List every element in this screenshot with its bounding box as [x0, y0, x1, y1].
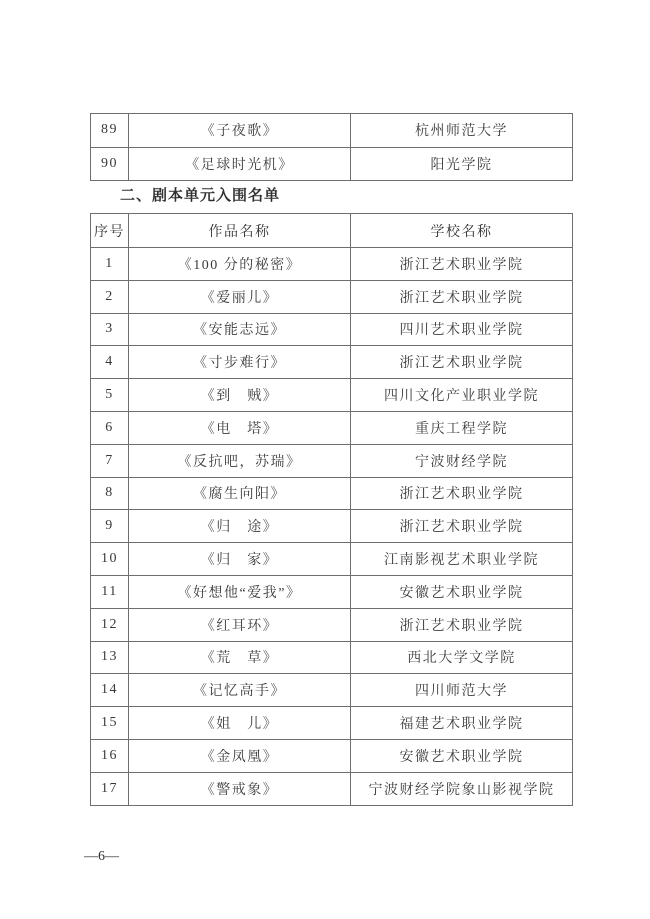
- header-cell-work-title: 作品名称: [129, 214, 351, 248]
- work-title-cell: 《100 分的秘密》: [129, 248, 351, 281]
- row-number-cell: 89: [91, 114, 129, 148]
- school-name-cell: 宁波财经学院象山影视学院: [351, 772, 573, 805]
- table-row: [91, 739, 573, 772]
- table-row: [91, 444, 573, 477]
- table-row: [91, 313, 573, 346]
- row-number-cell: 7: [91, 444, 129, 477]
- table-row: [91, 346, 573, 379]
- table-row: [91, 707, 573, 740]
- school-name-cell: 四川文化产业职业学院: [351, 379, 573, 412]
- school-name-cell: 江南影视艺术职业学院: [351, 543, 573, 576]
- work-title-cell: 《警戒象》: [129, 772, 351, 805]
- work-title-cell: 《反抗吧，苏瑞》: [129, 444, 351, 477]
- row-number-cell: 4: [91, 346, 129, 379]
- row-number-cell: 12: [91, 608, 129, 641]
- work-title-cell: 《到 贼》: [129, 379, 351, 412]
- shortlist-table-body: [91, 248, 573, 806]
- work-title-cell: 《红耳环》: [129, 608, 351, 641]
- table-row: [91, 575, 573, 608]
- school-name-cell: 重庆工程学院: [351, 411, 573, 444]
- previous-section-table: [90, 113, 573, 181]
- table-row: [91, 674, 573, 707]
- work-title-cell: 《归 家》: [129, 543, 351, 576]
- work-title-cell: 《电 塔》: [129, 411, 351, 444]
- school-name-cell: 安徽艺术职业学院: [351, 575, 573, 608]
- row-number-cell: 16: [91, 739, 129, 772]
- table-row: [91, 147, 573, 181]
- row-number-cell: 10: [91, 543, 129, 576]
- school-name-cell: 浙江艺术职业学院: [351, 248, 573, 281]
- row-number-cell: 14: [91, 674, 129, 707]
- row-number-cell: 9: [91, 510, 129, 543]
- table-row: [91, 280, 573, 313]
- school-name-cell: 四川师范大学: [351, 674, 573, 707]
- table-row: [91, 608, 573, 641]
- work-title-cell: 《子夜歌》: [129, 114, 351, 148]
- row-number-cell: 11: [91, 575, 129, 608]
- work-title-cell: 《归 途》: [129, 510, 351, 543]
- work-title-cell: 《姐 儿》: [129, 707, 351, 740]
- work-title-cell: 《足球时光机》: [129, 147, 351, 181]
- school-name-cell: 安徽艺术职业学院: [351, 739, 573, 772]
- school-name-cell: 杭州师范大学: [351, 114, 573, 148]
- school-name-cell: 四川艺术职业学院: [351, 313, 573, 346]
- work-title-cell: 《安能志远》: [129, 313, 351, 346]
- row-number-cell: 3: [91, 313, 129, 346]
- row-number-cell: 15: [91, 707, 129, 740]
- row-number-cell: 13: [91, 641, 129, 674]
- section-heading: 二、剧本单元入围名单: [120, 188, 281, 204]
- table-row: [91, 510, 573, 543]
- page-number: —6—: [84, 849, 119, 864]
- school-name-cell: 浙江艺术职业学院: [351, 477, 573, 510]
- school-name-cell: 宁波财经学院: [351, 444, 573, 477]
- row-number-cell: 17: [91, 772, 129, 805]
- shortlist-table-header: [91, 214, 573, 248]
- school-name-cell: 浙江艺术职业学院: [351, 608, 573, 641]
- table-row: [91, 543, 573, 576]
- table-row: [91, 379, 573, 412]
- work-title-cell: 《金凤凰》: [129, 739, 351, 772]
- school-name-cell: 阳光学院: [351, 147, 573, 181]
- shortlist-table: [90, 213, 573, 806]
- header-row: [91, 214, 573, 248]
- previous-table-body: [91, 114, 573, 181]
- school-name-cell: 浙江艺术职业学院: [351, 510, 573, 543]
- work-title-cell: 《记忆高手》: [129, 674, 351, 707]
- work-title-cell: 《寸步难行》: [129, 346, 351, 379]
- row-number-cell: 8: [91, 477, 129, 510]
- row-number-cell: 2: [91, 280, 129, 313]
- row-number-cell: 5: [91, 379, 129, 412]
- table-row: [91, 248, 573, 281]
- table-row: [91, 641, 573, 674]
- header-cell-school-name: 学校名称: [351, 214, 573, 248]
- work-title-cell: 《腐生向阳》: [129, 477, 351, 510]
- header-cell-number: 序号: [91, 214, 129, 248]
- table-row: [91, 114, 573, 148]
- row-number-cell: 1: [91, 248, 129, 281]
- table-row: [91, 772, 573, 805]
- school-name-cell: 福建艺术职业学院: [351, 707, 573, 740]
- school-name-cell: 浙江艺术职业学院: [351, 346, 573, 379]
- work-title-cell: 《好想他“爱我”》: [129, 575, 351, 608]
- work-title-cell: 《荒 草》: [129, 641, 351, 674]
- work-title-cell: 《爱丽儿》: [129, 280, 351, 313]
- school-name-cell: 西北大学文学院: [351, 641, 573, 674]
- school-name-cell: 浙江艺术职业学院: [351, 280, 573, 313]
- row-number-cell: 90: [91, 147, 129, 181]
- row-number-cell: 6: [91, 411, 129, 444]
- table-row: [91, 477, 573, 510]
- table-row: [91, 411, 573, 444]
